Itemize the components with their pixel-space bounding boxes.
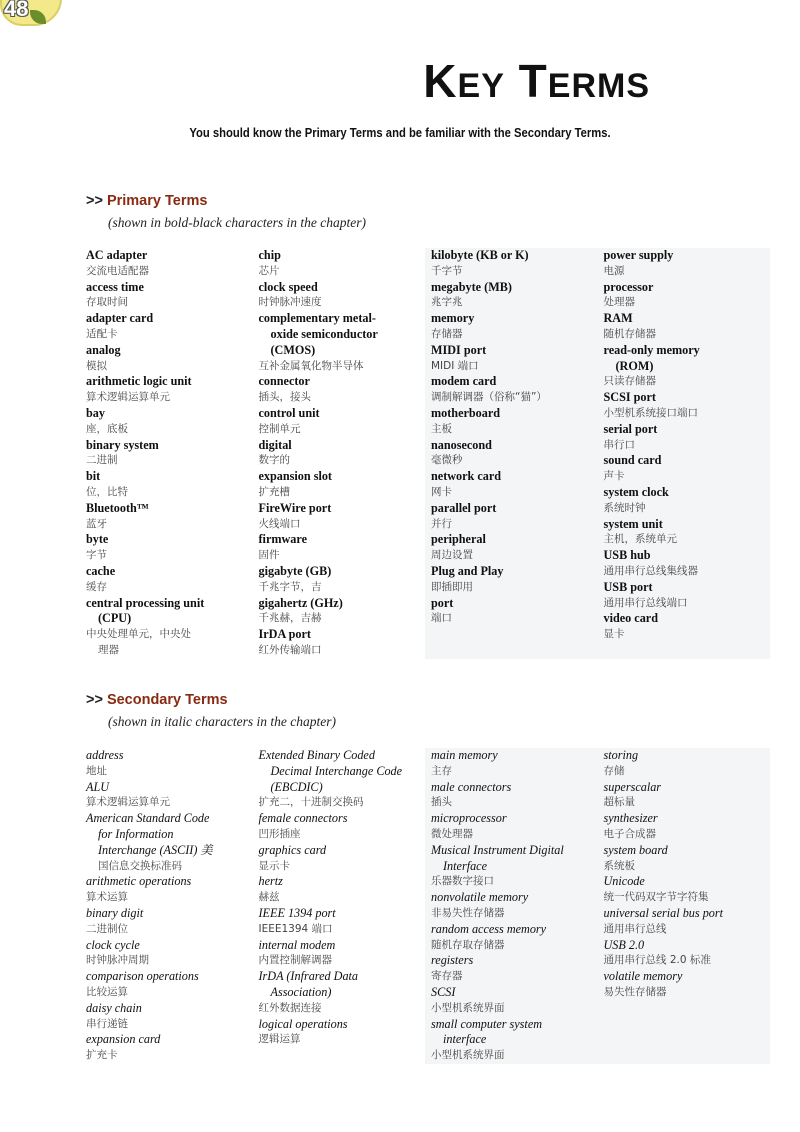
term-name: RAM: [603, 311, 633, 326]
term-translation: 主板: [431, 422, 452, 435]
term-name: gigahertz (GHz): [258, 595, 343, 610]
title-second-cap: T: [518, 55, 548, 107]
term-name: FireWire port: [258, 500, 332, 515]
primary-column-4: [598, 248, 771, 659]
term-translation: 中央处理单元，中央处: [86, 628, 191, 641]
term-name: system board: [603, 842, 668, 857]
term-translation: 控制单元: [258, 422, 301, 435]
term-name: Interface: [443, 858, 487, 873]
term-name: internal modem: [258, 937, 336, 952]
term-translation: 千字节: [431, 264, 463, 277]
page-subtitle: You should know the Primary Terms and be familiar with the Secondary Terms.: [189, 126, 611, 140]
term-name: chip: [258, 248, 281, 262]
term-name: read-only memory: [603, 342, 700, 357]
primary-terms-heading: [86, 193, 207, 209]
term-name: Plug and Play: [431, 563, 504, 578]
secondary-terms-heading: [86, 692, 228, 708]
term-translation: 随机存取存储器: [431, 938, 505, 951]
primary-heading-label: Primary Terms: [106, 193, 208, 209]
term-name: megabyte (MB): [431, 279, 512, 294]
secondary-column-3: [425, 748, 598, 1064]
term-translation: 缓存: [86, 580, 107, 593]
term-name: USB 2.0: [603, 937, 645, 952]
term-name: modem card: [431, 374, 497, 389]
term-name: control unit: [258, 405, 320, 420]
page-title: [423, 54, 650, 108]
term-translation: 毫微秒: [431, 454, 463, 467]
term-translation: 寄存器: [431, 970, 463, 983]
term-name: bay: [86, 405, 105, 420]
term-translation: 座，底板: [86, 422, 128, 435]
term-name: peripheral: [431, 532, 486, 547]
term-translation: 存储: [603, 764, 625, 777]
primary-terms-note: (shown in bold-black characters in the chapter): [108, 215, 366, 230]
term-name: USB port: [603, 579, 653, 594]
term-translation: 逻辑运算: [258, 1033, 301, 1046]
term-translation: 火线端口: [258, 517, 301, 530]
secondary-terms-columns: [80, 748, 770, 1064]
term-translation: 理器: [98, 643, 119, 656]
term-translation: 周边设置: [431, 549, 473, 562]
term-name: comparison operations: [86, 969, 199, 984]
term-name: parallel port: [431, 500, 497, 515]
term-name: IrDA (Infrared Data: [258, 969, 359, 984]
secondary-heading-label: Secondary Terms: [106, 692, 228, 708]
term-translation: 端口: [431, 612, 452, 625]
term-translation: 即插即用: [431, 580, 473, 593]
term-name: nonvolatile memory: [431, 890, 529, 905]
term-translation: 插头: [431, 796, 452, 809]
term-name: ALU: [86, 779, 110, 794]
term-translation: 存储器: [431, 327, 463, 340]
term-translation: 比较运算: [86, 985, 128, 998]
term-translation: 算术运算: [86, 891, 128, 904]
term-name: arithmetic logic unit: [86, 374, 192, 389]
term-translation: 声卡: [603, 470, 625, 483]
term-name: gigabyte (GB): [258, 563, 332, 578]
term-name: address: [86, 748, 124, 762]
term-name: Musical Instrument Digital: [431, 842, 564, 857]
term-translation: 通用串行总线端口: [603, 596, 688, 609]
term-name: (CMOS): [270, 342, 316, 357]
term-translation: 处理器: [603, 296, 635, 309]
term-translation: 时钟脉冲周期: [86, 954, 149, 967]
term-name: connector: [258, 374, 310, 389]
term-translation: 调制解调器（俗称“猫”）: [431, 391, 547, 404]
term-name: expansion card: [86, 1032, 161, 1047]
term-name: expansion slot: [258, 469, 332, 484]
term-translation: 网卡: [431, 485, 452, 498]
term-translation: 显卡: [603, 628, 625, 641]
term-name: central processing unit: [86, 595, 205, 610]
primary-arrows: >>: [86, 193, 103, 209]
title-first-cap: K: [423, 55, 458, 107]
term-translation: 凹形插座: [258, 827, 301, 840]
secondary-column-1: [80, 748, 253, 1064]
term-name: USB hub: [603, 548, 651, 563]
term-name: (EBCDIC): [270, 779, 323, 794]
term-translation: 扩充槽: [258, 485, 290, 498]
term-translation: 千兆字节，吉: [258, 580, 322, 593]
secondary-column-2: [253, 748, 426, 1064]
term-translation: 小型机系统界面: [431, 1001, 505, 1014]
secondary-arrows: >>: [86, 692, 103, 708]
term-translation: 显示卡: [258, 859, 290, 872]
term-name: interface: [443, 1032, 487, 1047]
term-name: microprocessor: [431, 811, 507, 826]
term-translation: 通用串行总线: [603, 922, 667, 935]
term-name: clock cycle: [86, 937, 140, 952]
term-name: sound card: [603, 453, 662, 468]
term-name: Bluetooth™: [86, 500, 149, 515]
term-translation: 电源: [603, 264, 625, 277]
term-translation: 红外数据连接: [258, 1001, 322, 1014]
term-translation: 统一代码双字节字符集: [603, 891, 709, 904]
term-translation: 芯片: [258, 264, 280, 277]
term-name: serial port: [603, 421, 658, 436]
term-translation: 随机存储器: [603, 327, 656, 340]
term-translation: 位，比特: [86, 485, 128, 498]
term-name: small computer system: [431, 1016, 543, 1031]
term-name: adapter card: [86, 311, 154, 326]
term-name: processor: [603, 279, 654, 294]
term-name: binary digit: [86, 905, 144, 920]
term-translation: 交流电适配器: [86, 264, 149, 277]
term-name: access time: [86, 279, 144, 294]
term-name: IrDA port: [258, 627, 311, 642]
term-translation: 算术逻辑运算单元: [86, 391, 170, 404]
term-name: graphics card: [258, 842, 327, 857]
term-name: random access memory: [431, 921, 547, 936]
term-name: SCSI: [431, 984, 456, 999]
term-name: port: [431, 595, 454, 610]
term-translation: 字节: [86, 549, 107, 562]
term-name: system unit: [603, 516, 663, 531]
term-translation: 二进制: [86, 454, 118, 467]
term-translation: 小型机系统接口端口: [603, 406, 698, 419]
term-name: for Information: [98, 826, 174, 841]
term-name: byte: [86, 532, 109, 547]
term-name: memory: [431, 311, 475, 326]
term-translation: 蓝牙: [86, 517, 107, 530]
term-name: analog: [86, 342, 121, 357]
term-translation: MIDI 端口: [431, 359, 479, 372]
term-name: complementary metal-: [258, 311, 376, 326]
term-translation: 地址: [86, 764, 107, 777]
term-translation: 二进制位: [86, 922, 128, 935]
term-translation: 超标量: [603, 796, 635, 809]
term-name: MIDI port: [431, 342, 487, 357]
term-name: main memory: [431, 748, 498, 762]
term-name: (ROM): [615, 358, 654, 373]
term-translation: 系统时钟: [603, 501, 646, 514]
term-translation: 电子合成器: [603, 827, 656, 840]
term-name: system clock: [603, 484, 669, 499]
term-name: registers: [431, 953, 474, 968]
term-translation: 存取时间: [86, 296, 128, 309]
term-name: daisy chain: [86, 1000, 142, 1015]
term-name: Interchange (ASCII) 美: [98, 842, 213, 857]
term-translation: 模拟: [86, 359, 107, 372]
term-translation: 系统板: [603, 859, 635, 872]
term-translation: 主机，系统单元: [603, 533, 677, 546]
term-translation: 扩充二，十进制交换码: [258, 796, 364, 809]
term-name: universal serial bus port: [603, 905, 724, 920]
term-name: oxide semiconductor: [270, 326, 378, 341]
term-translation: 只读存储器: [603, 375, 656, 388]
term-name: Decimal Interchange Code: [270, 763, 403, 778]
term-translation: 小型机系统界面: [431, 1049, 505, 1062]
term-name: network card: [431, 469, 502, 484]
secondary-column-4: [598, 748, 771, 1064]
term-translation: 内置控制解调器: [258, 954, 332, 967]
term-translation: 红外传输端口: [258, 643, 322, 656]
title-second-rest: ERMS: [547, 67, 650, 105]
term-name: male connectors: [431, 779, 512, 794]
term-translation: 乐器数字接口: [431, 875, 494, 888]
term-name: superscalar: [603, 779, 662, 794]
term-name: storing: [603, 748, 639, 762]
primary-column-3: [425, 248, 598, 659]
term-translation: 固件: [258, 549, 280, 562]
term-translation: 千兆赫，吉赫: [258, 612, 322, 625]
term-name: digital: [258, 437, 292, 452]
term-translation: 主存: [431, 764, 452, 777]
term-name: AC adapter: [86, 248, 148, 262]
term-translation: 兆字兆: [431, 296, 463, 309]
term-name: bit: [86, 469, 101, 484]
term-translation: 时钟脉冲速度: [258, 296, 322, 309]
term-name: video card: [603, 611, 658, 626]
term-name: (CPU): [98, 611, 132, 626]
term-translation: 扩充卡: [86, 1049, 118, 1062]
term-name: kilobyte (KB or K): [431, 248, 529, 262]
term-name: arithmetic operations: [86, 874, 192, 889]
term-translation: IEEE1394 端口: [258, 922, 333, 935]
term-translation: 数字的: [258, 454, 290, 467]
term-translation: 适配卡: [86, 327, 118, 340]
term-translation: 串行递链: [86, 1017, 128, 1030]
term-translation: 通用串行总线 2.0 标准: [603, 954, 711, 967]
primary-column-2: [253, 248, 426, 659]
term-name: volatile memory: [603, 969, 683, 984]
secondary-terms-note: (shown in italic characters in the chapter): [108, 714, 336, 729]
term-name: motherboard: [431, 405, 501, 420]
term-name: cache: [86, 563, 116, 578]
term-translation: 算术逻辑运算单元: [86, 796, 170, 809]
term-name: American Standard Code: [86, 811, 210, 826]
term-name: Association): [270, 984, 332, 999]
primary-terms-columns: [80, 248, 770, 659]
title-first-rest: EY: [457, 67, 505, 105]
term-name: clock speed: [258, 279, 318, 294]
term-name: firmware: [258, 532, 307, 547]
term-translation: 通用串行总线集线器: [603, 564, 698, 577]
term-translation: 非易失性存储器: [431, 906, 505, 919]
term-translation: 微处理器: [431, 827, 473, 840]
term-translation: 互补金属氧化物半导体: [258, 359, 364, 372]
term-name: nanosecond: [431, 437, 492, 452]
term-name: synthesizer: [603, 811, 658, 826]
term-name: female connectors: [258, 811, 348, 826]
term-name: IEEE 1394 port: [258, 905, 336, 920]
term-name: logical operations: [258, 1016, 348, 1031]
term-translation: 插头，接头: [258, 391, 311, 404]
primary-column-1: [80, 248, 253, 659]
term-translation: 并行: [431, 517, 452, 530]
term-translation: 易失性存储器: [603, 985, 667, 998]
term-name: hertz: [258, 874, 283, 889]
term-name: power supply: [603, 248, 674, 262]
term-name: binary system: [86, 437, 159, 452]
term-name: Extended Binary Coded: [258, 748, 375, 762]
term-translation: 赫兹: [258, 891, 280, 904]
term-name: Unicode: [603, 874, 645, 889]
term-translation: 串行口: [603, 438, 635, 451]
term-name: SCSI port: [603, 390, 656, 405]
page-number: 48: [4, 0, 29, 21]
term-translation: 国信息交换标准码: [98, 859, 182, 872]
